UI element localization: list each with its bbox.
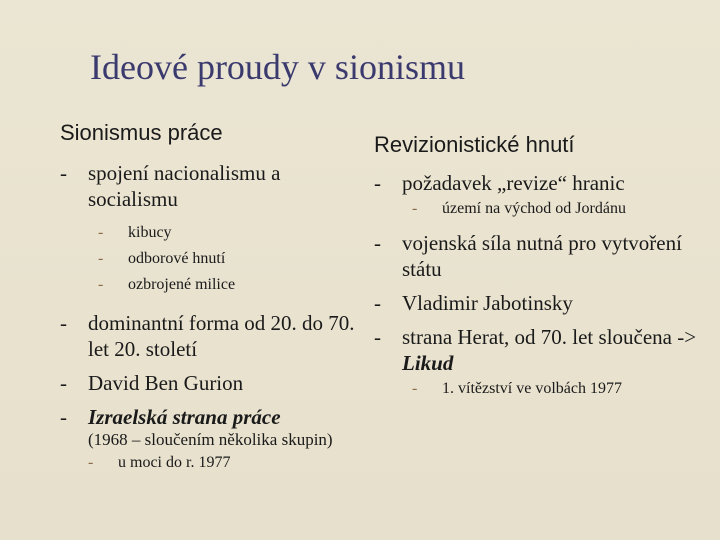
bullet-dash: - — [98, 250, 104, 267]
sub-bullet — [98, 246, 360, 272]
bullet-dash: - — [60, 371, 67, 395]
bullet-dash: - — [374, 171, 381, 195]
sub-bullet — [98, 220, 360, 246]
bullet — [60, 404, 360, 430]
bullet-text: požadavek „revize“ hranic — [402, 171, 625, 195]
sub-bullet — [412, 196, 704, 222]
bullet — [60, 310, 360, 362]
bullet — [374, 290, 704, 316]
sub-bullet — [60, 450, 360, 476]
bullet-text: vojenská síla nutná pro vytvoření státu — [402, 231, 682, 281]
bullet-dash: - — [98, 276, 104, 293]
sub-bullet-text: 1. vítězství ve volbách 1977 — [442, 380, 622, 397]
bullet-text: David Ben Gurion — [88, 371, 244, 395]
bullet-dash: - — [374, 291, 381, 315]
sub-bullet-text: území na východ od Jordánu — [442, 200, 626, 217]
sub-bullet-text: ozbrojené milice — [128, 276, 236, 293]
bullet-text: Vladimir Jabotinsky — [402, 291, 573, 315]
left-column — [60, 120, 360, 476]
bullet-dash: - — [412, 200, 418, 217]
right-column — [374, 120, 704, 402]
slide-title: Ideové proudy v sionismu — [90, 47, 465, 87]
bullet — [60, 160, 360, 212]
sub-bullet-text: kibucy — [128, 224, 172, 241]
bullet — [374, 230, 704, 282]
bullet-dash: - — [374, 231, 381, 255]
right-heading: Revizionistické hnutí — [374, 132, 575, 157]
bullet-text: strana Herat, od 70. let sloučena -> — [402, 325, 697, 349]
note: (1968 – sloučením několika skupin) — [88, 430, 333, 449]
bullet-dash: - — [60, 311, 67, 335]
sub-bullet — [412, 376, 704, 402]
bullet-text: spojení nacionalismu a socialismu — [88, 161, 281, 211]
sub-bullet — [98, 272, 360, 298]
bullet — [60, 370, 360, 396]
bullet — [374, 170, 704, 196]
bullet-text: dominantní forma od 20. do 70. let 20. století — [88, 311, 355, 361]
bullet — [374, 324, 704, 376]
bullet-dash: - — [60, 405, 67, 429]
bullet-dash: - — [98, 224, 104, 241]
sub-bullet-text: odborové hnutí — [128, 250, 226, 267]
bullet-dash: - — [412, 380, 418, 397]
sub-bullet-text: u moci do r. 1977 — [118, 454, 231, 471]
bullet-dash: - — [374, 325, 381, 349]
bullet-dash: - — [60, 161, 67, 185]
bullet-dash: - — [88, 454, 94, 471]
likud-label: Likud — [402, 351, 454, 375]
left-heading: Sionismus práce — [60, 120, 223, 145]
bullet-text: Izraelská strana práce — [88, 405, 281, 429]
